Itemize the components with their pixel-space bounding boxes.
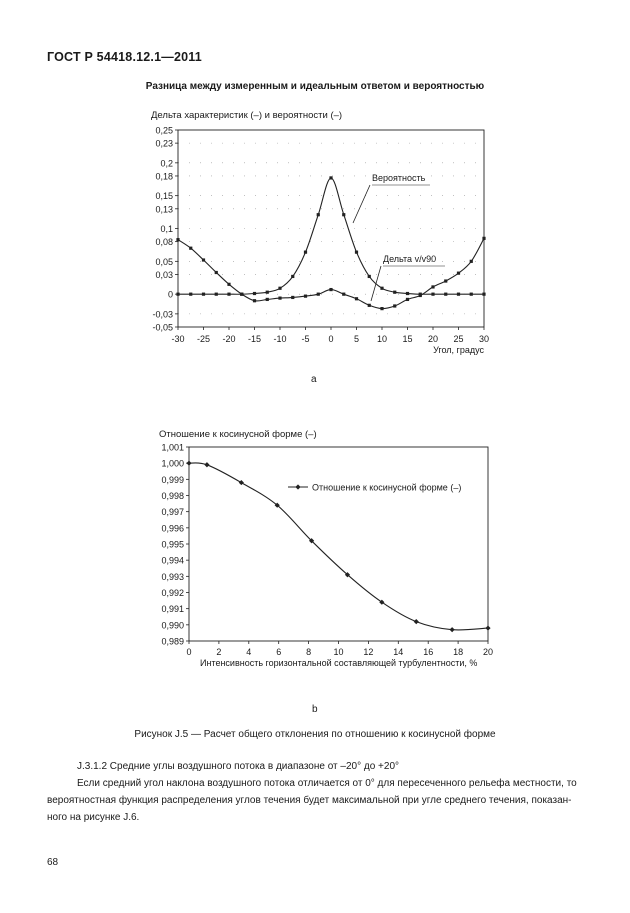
chart-b-y-tick-label: 0,991	[161, 604, 184, 615]
chart-a-y-tick-label: -0,05	[152, 322, 173, 333]
chart-b-x-tick-label: 8	[306, 647, 312, 657]
chart-a-x-tick-label: 25	[453, 334, 464, 344]
chart-a-x-tick-label: 15	[402, 334, 413, 344]
chart-b-y-tick-label: 1,000	[161, 458, 184, 469]
chart-b-series-point	[450, 627, 455, 632]
chart-b-x-tick-label: 0	[186, 647, 192, 657]
chart-a-x-tick-label: -25	[196, 334, 211, 344]
chart-a-y-tick-label: 0,18	[155, 171, 173, 182]
paragraph-line-1: Если средний угол наклона воздушного потока отличается от 0° для пересеченного рельефа местности, то	[77, 778, 577, 789]
page-number: 68	[47, 857, 59, 868]
chart-a-y-tick-label: 0,08	[155, 237, 173, 248]
chart-a-y-tick-label: 0	[167, 289, 173, 300]
chart-a-y-tick-label: 0,03	[155, 269, 173, 280]
chart-a-x-tick-label: 0	[328, 334, 334, 344]
chart-b-x-tick-label: 12	[363, 647, 374, 657]
chart-a-x-tick-label: -10	[273, 334, 287, 344]
chart-b-y-axis-title: Отношение к косинусной форме (–)	[159, 429, 317, 440]
chart-b-label: b	[312, 704, 318, 715]
document-header: ГОСТ Р 54418.12.1—2011	[47, 50, 202, 64]
chart-b-y-tick-label: 0,989	[161, 636, 184, 647]
chart-a-y-tick-label: 0,25	[155, 125, 173, 136]
chart-b-y-tick-label: 0,997	[161, 507, 184, 518]
chart-b-x-tick-label: 14	[393, 647, 404, 657]
chart-a-x-tick-label: -20	[222, 334, 236, 344]
chart-b-y-tick-label: 1,001	[161, 442, 184, 453]
chart-a-x-axis-title: Угол, градус	[433, 345, 484, 355]
chart-b-y-tick-label: 0,994	[161, 555, 184, 566]
chart-a-annotation-probability: Вероятность	[372, 173, 426, 183]
chart-a-annotation-delta: Дельта v/v90	[383, 254, 437, 264]
chart-a-y-tick-label: -0,03	[152, 309, 173, 320]
chart-a-y-tick-label: 0,23	[155, 138, 173, 149]
chart-a-y-tick-label: 0,2	[160, 158, 173, 169]
chart-b-series-point	[239, 480, 244, 485]
chart-b-legend-label: Отношение к косинусной форме (–)	[312, 482, 462, 493]
chart-a-title: Разница между измеренным и идеальным ответом и вероятностью	[145, 81, 485, 92]
chart-a-x-tick-label: -5	[301, 334, 310, 344]
chart-b-x-tick-label: 4	[246, 647, 252, 657]
chart-a-label: a	[311, 374, 317, 385]
section-heading: J.3.1.2 Средние углы воздушного потока в диапазоне от –20° до +20°	[77, 761, 400, 772]
chart-a-x-tick-label: 30	[478, 334, 490, 344]
figure-caption: Рисунок J.5 — Расчет общего отклонения по отношению к косинусной форме	[134, 729, 496, 740]
paragraph-line-3: ного на рисунке J.6.	[47, 812, 140, 823]
chart-b-y-tick-label: 0,996	[161, 523, 184, 534]
chart-a-x-tick-label: 20	[427, 334, 439, 344]
chart-b-y-tick-label: 0,993	[161, 571, 184, 582]
chart-b-y-tick-label: 0,998	[161, 491, 184, 501]
chart-b-x-axis-title: Интенсивность горизонтальной составляющей турбулентности, %	[200, 658, 478, 668]
chart-b-series-point	[485, 625, 490, 630]
chart-b-x-tick-label: 16	[423, 647, 434, 657]
chart-b-x-tick-label: 20	[482, 647, 494, 657]
chart-a-x-tick-label: 5	[353, 334, 360, 344]
chart-b-y-tick-label: 0,990	[161, 620, 184, 631]
chart-a-y-axis-title: Дельта характеристик (–) и вероятности (–)	[151, 110, 343, 121]
chart-b-legend-marker	[295, 484, 300, 489]
chart-a-y-tick-label: 0,13	[155, 204, 173, 215]
chart-a-y-tick-label: 0,15	[155, 191, 173, 202]
chart-b-y-tick-label: 0,999	[161, 474, 184, 485]
chart-b-plot-frame	[189, 447, 488, 641]
chart-a-y-tick-label: 0,1	[160, 224, 173, 234]
chart-b-series-point	[186, 461, 191, 466]
chart-b-y-tick-label: 0,992	[161, 588, 184, 598]
chart-b-x-tick-label: 2	[216, 647, 222, 657]
chart-b-series-point	[414, 619, 419, 624]
chart-b-x-tick-label: 18	[453, 647, 464, 657]
chart-b-x-tick-label: 10	[333, 647, 344, 657]
chart-b-x-tick-label: 6	[276, 647, 282, 657]
chart-b-series-point	[204, 462, 209, 467]
chart-a-x-tick-label: -30	[171, 334, 185, 344]
chart-b-y-tick-label: 0,995	[161, 539, 184, 550]
chart-a-x-tick-label: -15	[247, 334, 262, 344]
chart-a-x-tick-label: 10	[376, 334, 388, 344]
paragraph-line-2: вероятностная функция распределения углов течения будет максимальной при угле среднего течения, показан-	[47, 795, 572, 806]
chart-a-y-tick-label: 0,05	[155, 256, 173, 267]
